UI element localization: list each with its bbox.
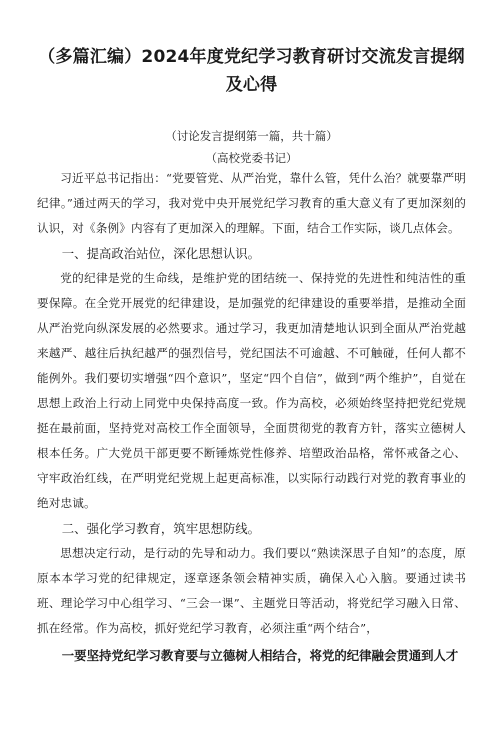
emphasis-line: 一要坚持党纪学习教育要与立德树人相结合，将党的纪律融会贯通到人才 [61,648,459,663]
document-author: （高校党委书记） [205,151,298,165]
intro-paragraph: 习近平总书记指出：“党要管党、从严治党，靠什么管，凭什么治？就要靠严明纪律。”通过两天的学习，我对党中央开展党纪学习教育的重大意义有了更加深刻的认识，对《条例》内容有了更加深入的理解。下面，结合工作实际，谈几点体会。 [37,171,466,235]
section-2-paragraph: 思想决定行动，是行动的先导和动力。我们要以“熟读深思子自知”的态度，原原本本学习党的纪律规定，逐章逐条领会精神实质，确保入心入脑。要通过读书班、理论学习中心组学习、“三会一课”、主题党日等活动，将党纪学习融入日常、抓在经常。作为高校，抓好党纪学习教育，必须注重“两个结合”， [37,546,466,635]
section-2-heading: 二、强化学习教育，筑牢思想防线。 [61,521,261,536]
document-page [0,43,500,750]
document-subtitle: （讨论发言提纲第一篇，共十篇） [165,129,338,143]
section-1-paragraph: 党的纪律是党的生命线，是维护党的团结统一、保持党的先进性和纯洁性的重要保障。在全党开展党的纪律建设，是加强党的纪律建设的重要举措，是推动全面从严治党向纵深发展的必然要求。通过学习，我更加清楚地认识到全面从严治党越来越严、越往后执纪越严的强烈信号，党纪国法不可逾越、不可触碰，任何人都不能例外。我们要切实增强“四个意识”，坚定“四个自信”，做到“两个维护”，自觉在思想上政治上行动上同党中央保持高度一致。作为高校，必须始终坚持把党纪党规挺在最前面，坚持党对高校工作全面领导，全面贯彻党的教育方针，落实立德树人根本任务。广大党员干部更要不断锤炼党性修养、培塑政治品格，常怀戒备之心、守牢政治红线，在严明党纪党规上起更高标准，以实际行动践行对党的教育事业的绝对忠诚。 [37,271,466,510]
document-title: （多篇汇编）2024年度党纪学习教育研讨交流发言提纲及心得 [38,47,465,95]
section-1-heading: 一、提高政治站位，深化思想认识。 [61,246,261,261]
